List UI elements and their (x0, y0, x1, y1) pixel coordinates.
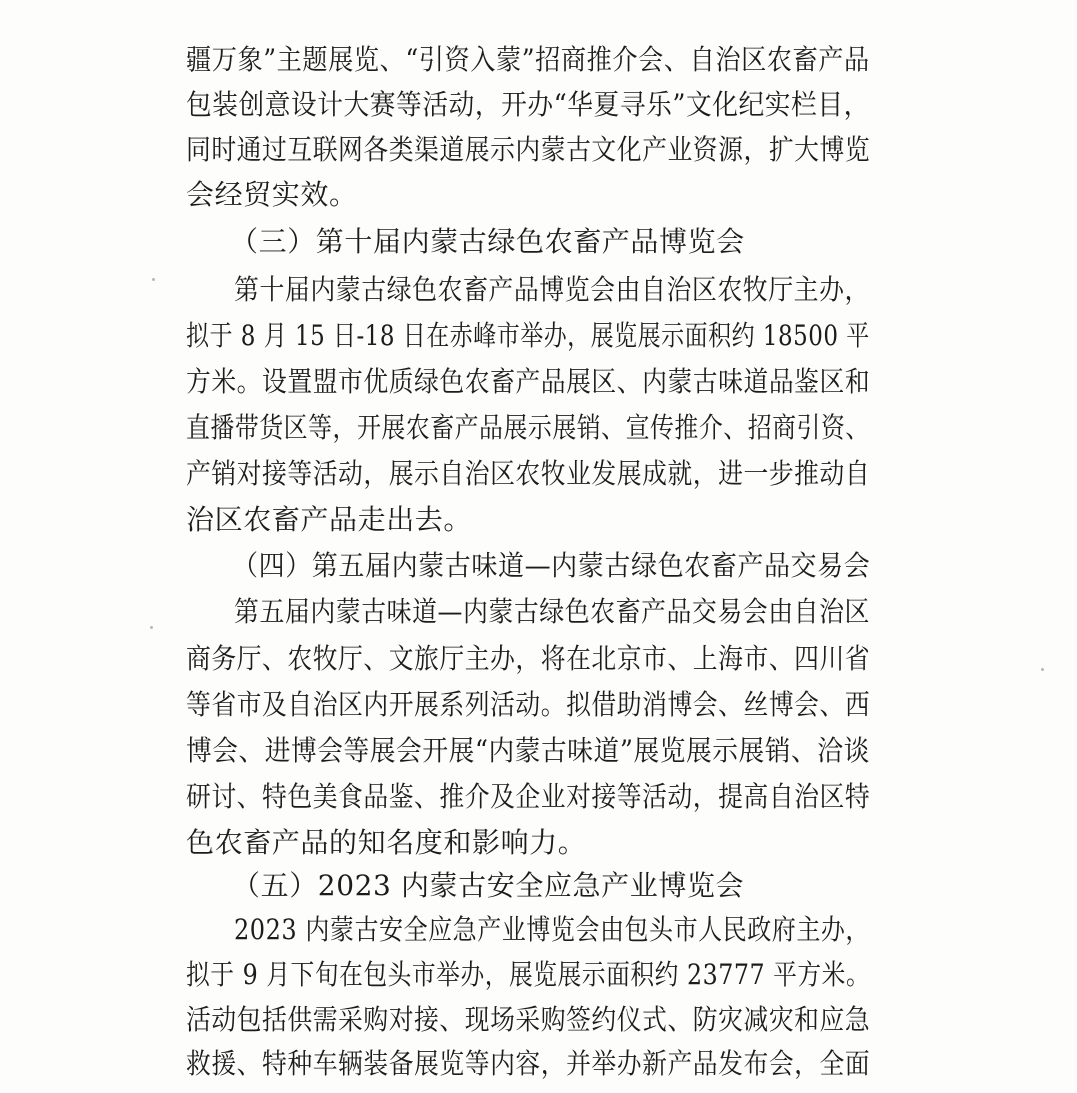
text-line-15-content: 等省市及自治区内开展系列活动。拟借助消博会、丝博会、西 (186, 688, 871, 721)
scan-speck (152, 278, 155, 281)
text-line-11-content: 治区农畜产品走出去。 (186, 503, 473, 536)
text-line-3-content: 同时通过互联网各类渠道展示内蒙古文化产业资源，扩大博览 (186, 133, 871, 166)
text-line-17-content: 研讨、特色美食品鉴、推介及企业对接等活动，提高自治区特 (186, 780, 871, 813)
text-line-8-content: 方米。设置盟市优质绿色农畜产品展区、内蒙古味道品鉴区和 (186, 365, 871, 398)
scan-speck (1041, 668, 1044, 671)
section-heading-4-text: （四）第五届内蒙古味道—内蒙古绿色农畜产品交易会 (232, 549, 871, 582)
text-line-18-content: 色农畜产品的知名度和影响力。 (186, 826, 587, 859)
section-heading-3-text: （三）第十届内蒙古绿色农畜产品博览会 (230, 225, 745, 258)
text-line-4-content: 会经贸实效。 (186, 178, 358, 211)
text-line-9-content: 直播带货区等，开展农畜产品展示展销、宣传推介、招商引资、 (186, 411, 870, 444)
text-line-22-content: 活动包括供需采购对接、现场采购签约仪式、防灾减灾和应急 (186, 1003, 871, 1036)
text-line-7-content: 拟于 8 月 15 日-18 日在赤峰市举办，展览展示面积约 18500 平 (186, 319, 870, 352)
section-heading-5-text: （五）2023 内蒙古安全应急产业博览会 (232, 869, 745, 902)
text-line-20-content: 2023 内蒙古安全应急产业博览会由包头市人民政府主办， (234, 913, 870, 946)
text-line-1-content: 疆万象”主题展览、“引资入蒙”招商推介会、自治区农畜产品 (186, 43, 870, 76)
text-line-2-content: 包装创意设计大赛等活动，开办“华夏寻乐”文化纪实栏目， (186, 88, 870, 121)
text-line-13-content: 第五届内蒙古味道—内蒙古绿色农畜产品交易会由自治区 (234, 595, 871, 628)
text-line-23-content: 救援、特种车辆装备展览等内容，并举办新产品发布会，全面 (186, 1047, 871, 1080)
text-line-14-content: 商务厅、农牧厅、文旅厅主办，将在北京市、上海市、四川省 (186, 642, 871, 675)
text-line-10-content: 产销对接等活动，展示自治区农牧业发展成就，进一步推动自 (186, 457, 871, 490)
text-line-6-content: 第十届内蒙古绿色农畜产品博览会由自治区农牧厅主办， (234, 273, 871, 306)
text-line-16-content: 博会、进博会等展会开展“内蒙古味道”展览展示展销、洽谈 (186, 734, 870, 767)
text-line-21-content: 拟于 9 月下旬在包头市举办，展览展示面积约 23777 平方米。 (186, 958, 871, 991)
scan-speck (150, 626, 153, 629)
